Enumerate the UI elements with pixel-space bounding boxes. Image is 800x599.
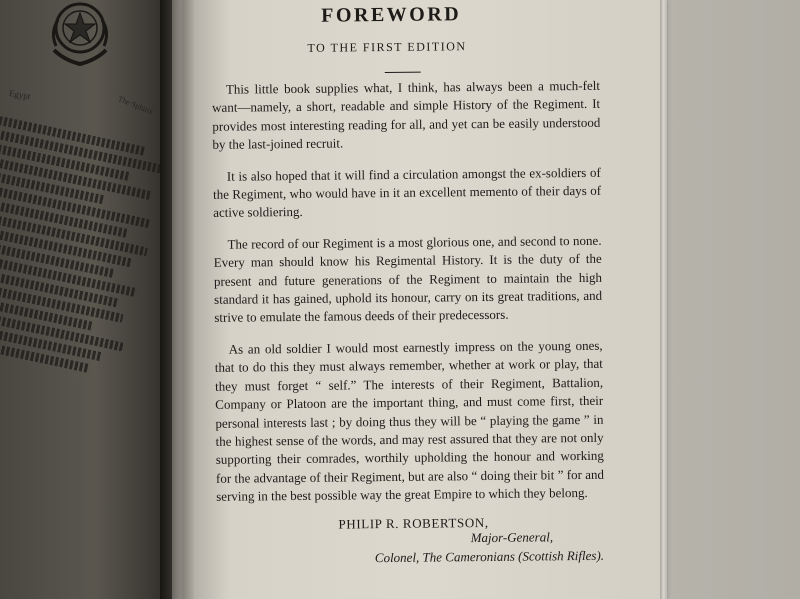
paragraph: The record of our Regiment is a most glorious one, and second to none. Every man should know his Regimental History. It is the duty of the present and future generations of the Regiment to maintain the high standard it has gained, uphold its honour, carry on its great traditions, and strive to emulate the famous deeds of their predecessors. — [213, 232, 603, 326]
left-page-caption: The Sphinx — [116, 94, 155, 117]
page-subtitle: TO THE FIRST EDITION — [307, 39, 467, 55]
battle-honours-list — [0, 116, 172, 547]
paragraph: As an old soldier I would most earnestly impress on the young ones, that to do this they must always remember, whether at work or play, that they must forget “ self.” The interests of their Regiment, Battalion, Company or Platoon are the important thing, and must come first, their personal interests last ; by doing thus they will be “ playing the game ” in the highest sense of the words, and may rest assured that they are not only supporting their comrades, worthily upholding the honour and working for the advantage of their Regiment, but are also “ doing their bit ” for and serving in the best possible way the great Empire to which they belong. — [214, 337, 605, 504]
signature-name: PHILIP R. ROBERTSON, — [338, 514, 489, 532]
signature-rank: Major-General, — [470, 529, 554, 546]
foreword-page — [197, 0, 623, 599]
signature-title: Colonel, The Cameronians (Scottish Rifles). — [374, 547, 605, 566]
title-rule — [385, 72, 421, 73]
page-title: FOREWORD — [321, 3, 462, 27]
left-page-caption: Egypt — [8, 88, 32, 102]
paragraph: This little book supplies what, I think, has always been a much-felt want—namely, a short, readable and simple History of the Regiment. It provides most interesting reading for all, and yet can be easily understood by the last-joined recruit. — [212, 77, 601, 153]
page-edge — [660, 0, 667, 599]
paragraph: It is also hoped that it will find a circulation amongst the ex-soldiers of the Regiment, who would have in it an excellent memento of their days of active soldiering. — [212, 164, 602, 221]
regimental-crest-icon — [44, 0, 116, 70]
foreword-body — [212, 77, 605, 520]
book-gutter — [160, 0, 194, 599]
left-page — [0, 0, 172, 599]
